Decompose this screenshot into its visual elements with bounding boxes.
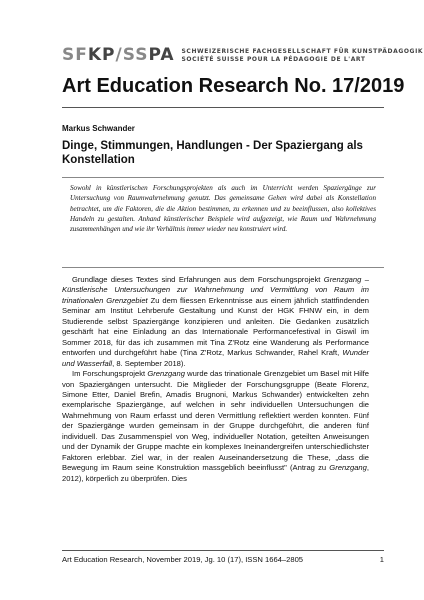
society-line-de: SCHWEIZERISCHE FACHGESELLSCHAFT FÜR KUNSTPÄDAGOGIK (181, 47, 424, 55)
text-run: , 2012), körperlich zu überprüfen. Dies (62, 463, 369, 483)
text-run: Grundlage dieses Textes sind Erfahrungen aus dem Forschungsprojekt (72, 275, 324, 284)
text-run: , 8. September 2018). (112, 358, 186, 368)
society-name (182, 48, 424, 64)
body-text (62, 275, 369, 484)
logo-kp: KP (87, 45, 116, 65)
work-title-emphasis: Wunder und Wasserfall (62, 348, 369, 368)
abstract-box (62, 177, 384, 268)
logo (62, 47, 175, 64)
logo-sf: SF (62, 45, 88, 65)
paragraph-1 (62, 275, 369, 369)
text-run: wurde das trinationale Grenzgebiet um Basel mit Hilfe von Spaziergängen untersucht. Die Mitglieder der Forschungsgruppe (Beate Florenz, Simone Etter, Daniel Brefin, Amadis Brugnoni, Markus Schwander) entwickelten zehn exemplarische Spaziergänge, auf welchen in sehr individuellen Untersuchungen die Wahrnehmung von Raum erfasst und deren Vermittlung reflektiert werden konnten. Fünf der Spaziergänge wurden gemeinsam in der Gruppe durchgeführt, die anderen fünf individuell. Das Zusammenspiel von Weg, individueller Notation, geteilten Anweisungen und der Dynamik der Gruppe machte ein komplexes Ineinandergreifen unterschiedlichster Faktoren erlebbar. Ziel war, in der realen Auseinandersetzung die These, „dass die Bewegung im Raum seine Konstruktion massgeblich beeinflusst" (Antrag zu (62, 369, 369, 473)
society-line-fr: SOCIÉTÉ SUISSE POUR LA PÉDAGOGIE DE L'ART (181, 55, 366, 63)
header-rule (62, 107, 384, 108)
abstract: Sowohl in künstlerischen Forschungsprojekten als auch im Unterricht werden Spaziergänge zur Untersuchung von Raumwahrnehmung genutzt. Das gemeinsame Gehen wird dabei als Konstellation betrachtet, um die Faktoren, die die Aktion bestimmen, zu erkennen und zu beeinflussen, also kollektives Handeln zu gestalten. Anhand künstlerischer Beispiele wird aufgezeigt, wie Raum und Wahrnehmung zusammenhängen und wie ihr Verhältnis immer wieder neu konstruiert wird. (70, 184, 376, 234)
masthead (62, 47, 423, 64)
text-run: Im Forschungsprojekt (72, 369, 148, 379)
citation: Art Education Research, November 2019, Jg. 10 (17), ISSN 1664–2805 (62, 555, 304, 564)
project-title-emphasis: Grenzgang (329, 463, 367, 473)
paragraph-2 (62, 369, 369, 484)
article-title: Dinge, Stimmungen, Handlungen - Der Spaziergang als Konstellation (62, 140, 363, 166)
author: Markus Schwander (62, 124, 135, 133)
logo-pa: PA (148, 45, 175, 65)
page-number: 1 (379, 555, 384, 564)
logo-ss: SS (122, 45, 149, 65)
footer-rule (62, 550, 384, 551)
text-run: Zu dem fliessen Erkenntnisse aus einem jährlich stattfindenden Seminar am Institut Lehrberufe Gestaltung und Kunst der HGK FHNW ein, in dem Studierende selbst Spaziergänge konzipieren und anleiten. Die Gedanken zusätzlich geschärft hat eine Einladung an das Internationale Performancefestival in Giswil im Sommer 2018, für das ich zusammen mit Tina Z'Rotz eine Wanderung als Performance entworfen und durchgeführt habe (Tina Z'Rotz, Markus Schwander, Rahel Kraft, (62, 295, 369, 358)
journal-title: Art Education Research No. 17/2019 (62, 75, 405, 97)
logo-slash: / (115, 45, 123, 65)
project-title-emphasis: Grenzgang – Künstlerische Untersuchungen zur Wahrnehmung und Vermittlung von Raum im trinationalen Grenzgebiet (62, 275, 369, 305)
footer (62, 555, 384, 564)
project-title-emphasis: Grenzgang (147, 369, 185, 379)
